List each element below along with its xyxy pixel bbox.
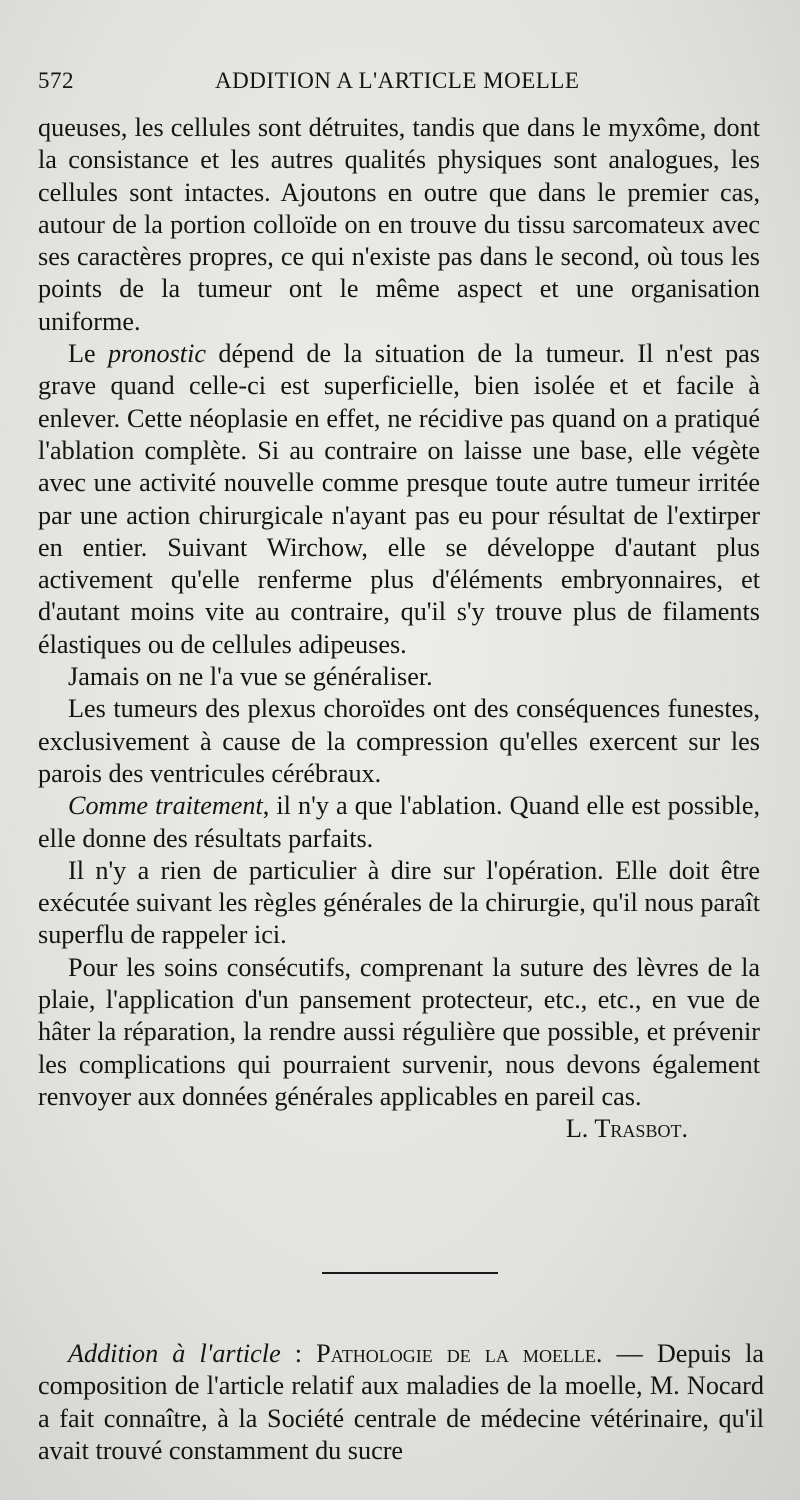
page-number: 572 <box>38 68 74 93</box>
addition-colon: : <box>280 1339 317 1368</box>
addition-text: Depuis la composition de l'article relatif aux maladies de la moelle, M. Nocard a fait connaître, à la Société centrale de médecine vétérinaire, qu'il avait trouvé constamment du sucre <box>38 1339 764 1465</box>
article-body <box>38 112 760 1146</box>
addition-paragraph <box>38 1338 764 1467</box>
paragraph-choroid-plexus: Les tumeurs des plexus choroïdes ont des conséquences funestes, exclusivement à cause de la compression qu'elles exercent sur les parois des ventricules cérébraux. <box>38 694 760 788</box>
addition-section <box>38 1338 764 1467</box>
paragraph-generalisation: Jamais on ne l'a vue se généraliser. <box>68 662 433 692</box>
paragraph-treatment <box>38 790 760 855</box>
paragraph-histology: queuses, les cellules sont détruites, tandis que dans le myxôme, dont la consistance et les autres qualités physiques sont analogues, les cellules sont intactes. Ajoutons en outre que dans le premier cas, autour de la portion colloïde on en trouve du tissu sarcomateux avec ses caractères propres, ce qui n'existe pas dans le second, où tous les points de la tumeur ont le même aspect et une organisation uniforme. <box>38 113 760 336</box>
prognosis-term: pronostic <box>108 339 206 369</box>
running-title: ADDITION A L'ARTICLE MOELLE <box>215 68 580 93</box>
running-header <box>38 68 758 104</box>
prognosis-lead: Le <box>68 339 109 369</box>
paragraph-aftercare: Pour les soins consécutifs, comprenant la suture des lèvres de la plaie, l'application d'un pansement protecteur, etc., etc., en vue de hâter la réparation, la rendre aussi régulière que possible, et prévenir les complications qui pourraient survenir, nous devons également renvoyer aux données générales applicables en pareil cas. <box>38 952 760 1111</box>
author-signature: L. Trasbot. <box>565 1114 688 1144</box>
addition-lead: Addition à l'article <box>68 1339 281 1368</box>
section-divider <box>322 1272 498 1274</box>
addition-title: Pathologie de la moelle. <box>316 1339 603 1368</box>
treatment-term: Comme traitement <box>68 791 263 821</box>
treatment-text: , il n'y a que l'ablation. Quand elle est possible, elle donne des résultats parfaits. <box>38 791 760 853</box>
addition-dash: — <box>602 1339 657 1368</box>
prognosis-text: dépend de la situation de la tumeur. Il n'est pas grave quand celle-ci est superficielle, bien isolée et et facile à enlever. Cette néoplasie en effet, ne récidive pas quand on a pratiqué l'ablation complète. Si au contraire on laisse une base, elle végète avec une activité nouvelle comme presque toute autre tumeur irritée par une action chirurgicale n'ayant pas eu pour résultat de l'extirper en entier. Suivant Wirchow, elle se développe d'autant plus activement qu'elle renferme plus d'éléments embryonnaires, et d'autant moins vite au contraire, qu'il s'y trouve plus de filaments élastiques ou de cellules adipeuses. <box>38 339 760 659</box>
paragraph-prognosis <box>38 338 760 661</box>
paragraph-operation: Il n'y a rien de particulier à dire sur l'opération. Elle doit être exécutée suivant les règles générales de la chirurgie, qu'il nous paraît superflu de rappeler ici. <box>38 855 760 950</box>
